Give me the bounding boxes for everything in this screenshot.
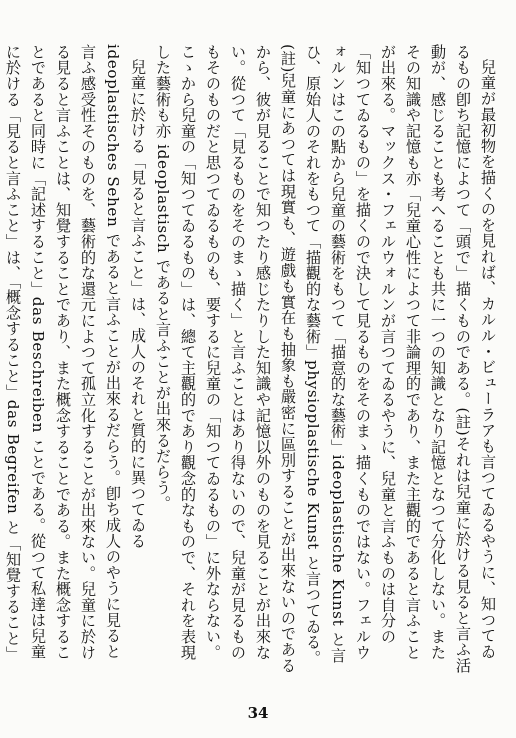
page-number: 34 [247,704,269,722]
paragraph-2: 兒童に於ける「見ると言ふこと」は、成人のそれと質的に異つてゐる ideoplastisches Sehen であると言ふことが出來るだらう。卽ち成人のやうに見ると言ふ感受性そのものを、藝術的な還元によつて孤立化することが出來ない。兒童に於ける見ると言ふことは、知覺することであり、また概念することである。また概念することであると同時に「記述すること」das Beschreiben ことである。從つて私達は兒童に於ける「見ると言ふこと」は、「概念すること」das Begreifen と「知覺すること」 [4,44,147,662]
paragraph-1: 兒童が最初物を描くのを見れば、カルル・ビューラアも言つてゐるやうに、知つてゐるもの卽ち記憶によつて「頭で」描くものである。(註)それは兒童に於ける見ると言ふ活動が、感じることも考へることも共に一つの知識となり記憶となつて分化しない。またその知識や記憶も亦「兒童心性によつて非論理的であり、また主觀的であると言ふことが出來る。マックス・フェルウォルンが言つてゐるやうに、兒童と言ふものは自分の「知つてゐるもの」を描くので決して見るものをそのまゝ描くものではない。フェルウォルンはこの點から兒童の藝術をもつて「描意的な藝術」ideoplastische Kunst と言ひ、原始人のそれをもつて「描觀的な藝術」physioplastische Kunst と言つてゐる。(註)兒童にあつては現實も、遊戲も實在も抽象も嚴密に區別することが出來ないのであるから、彼が見ることで知つたり感じたりした知識や記憶以外のものを見ることが出來ない。從つて「見るものをそのまゝ描く」と言ふことはあり得ないので、兒童が見るものもそのものだと思つてゐるものも、要するに兒童の「知つてゐるもの」に外ならない。こゝから兒童の「知つてゐるもの」は、總て主觀的であり觀念的なもので、それを表現した藝術も亦 ideoplastisch であると言ふことが出來るだらう。 [154,44,497,674]
vertical-body-text [4,44,500,674]
